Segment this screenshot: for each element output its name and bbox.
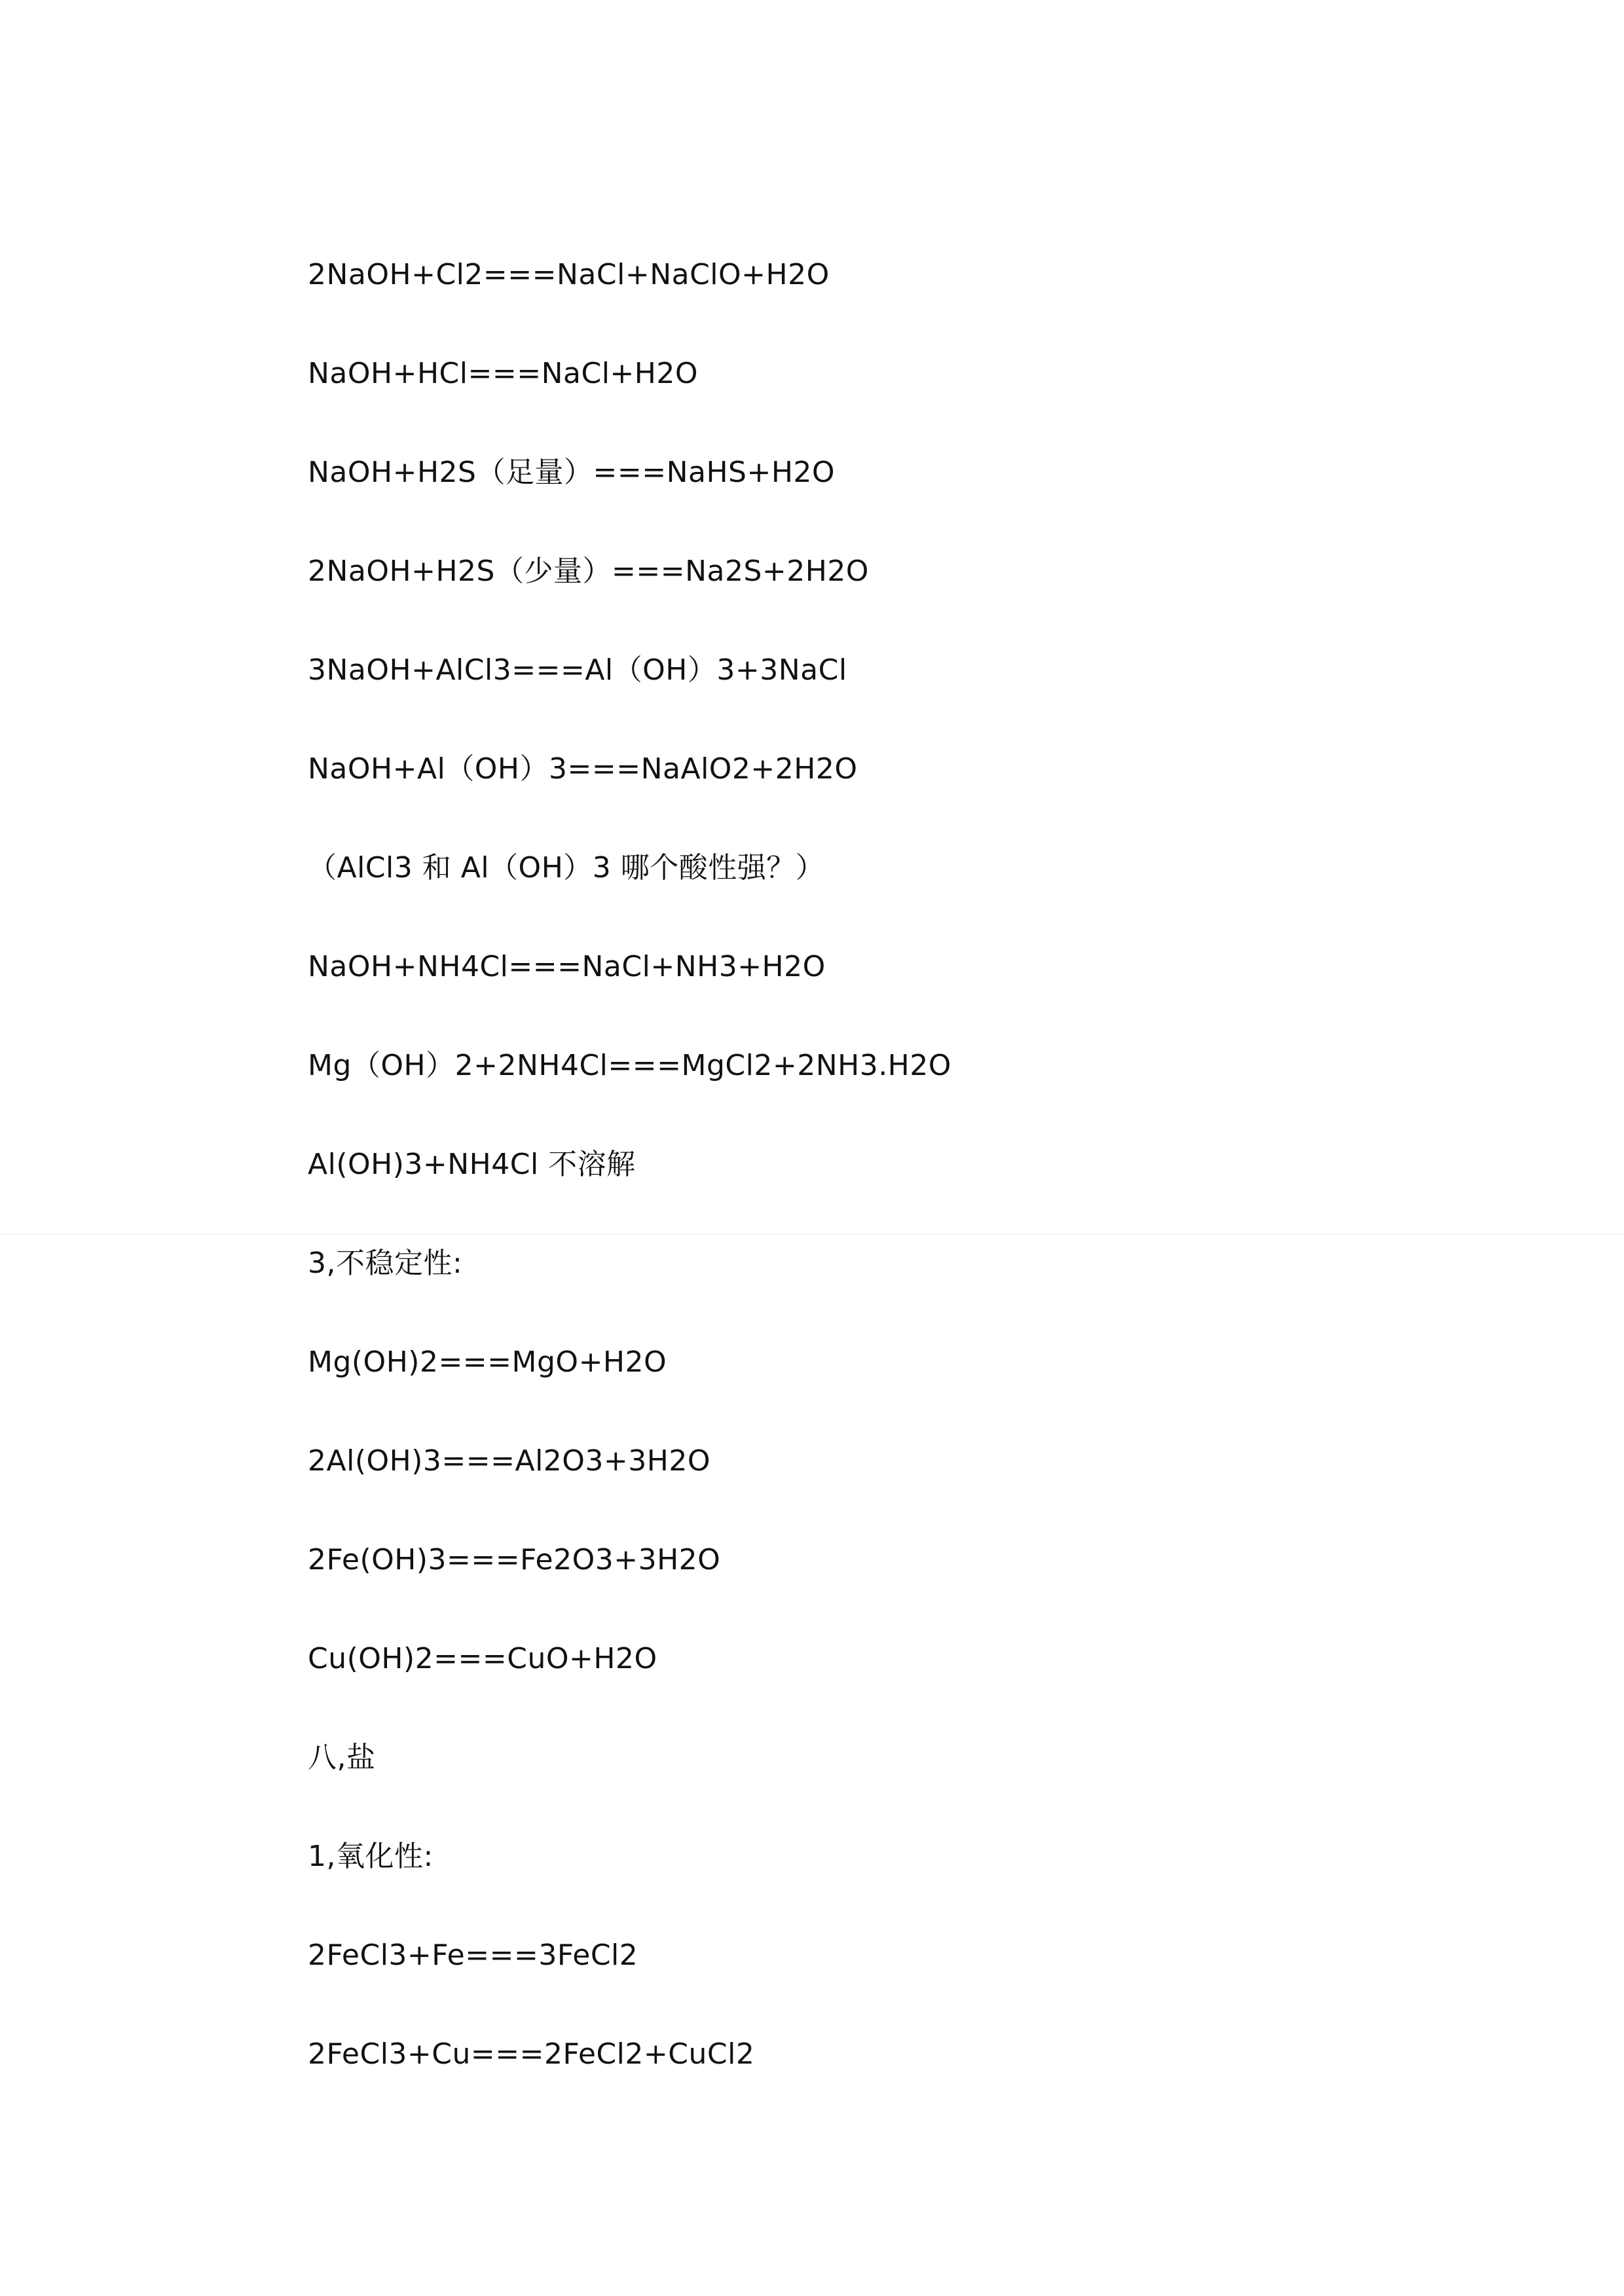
equation-line-1: 2NaOH+Cl2===NaCl+NaClO+H2O: [308, 258, 830, 291]
equation-line-14: 2FeCl3+Fe===3FeCl2: [308, 1939, 638, 1972]
section-heading-oxidizing: 1,氧化性:: [308, 1840, 434, 1873]
equation-line-10: Mg(OH)2===MgO+H2O: [308, 1345, 667, 1379]
document-content: [308, 250, 1486, 2128]
section-heading-salt: 八,盐: [308, 1741, 376, 1774]
equation-line-6: NaOH+Al（OH）3===NaAlO2+2H2O: [308, 752, 858, 786]
equation-line-12: 2Fe(OH)3===Fe2O3+3H2O: [308, 1543, 721, 1576]
section-heading-instability: 3,不稳定性:: [308, 1247, 463, 1280]
note-line: （AlCl3 和 Al（OH）3 哪个酸性强？）: [308, 851, 825, 884]
equation-line-2: NaOH+HCl===NaCl+H2O: [308, 357, 699, 390]
equation-line-5: 3NaOH+AlCl3===Al（OH）3+3NaCl: [308, 653, 847, 687]
equation-line-13: Cu(OH)2===CuO+H2O: [308, 1642, 657, 1675]
equation-line-15: 2FeCl3+Cu===2FeCl2+CuCl2: [308, 2037, 755, 2071]
equation-line-9: Al(OH)3+NH4Cl 不溶解: [308, 1148, 636, 1181]
equation-line-4: 2NaOH+H2S（少量）===Na2S+2H2O: [308, 555, 869, 588]
equation-line-8: Mg（OH）2+2NH4Cl===MgCl2+2NH3.H2O: [308, 1049, 951, 1082]
equation-line-7: NaOH+NH4Cl===NaCl+NH3+H2O: [308, 950, 826, 983]
equation-line-11: 2Al(OH)3===Al2O3+3H2O: [308, 1444, 710, 1478]
equation-line-3: NaOH+H2S（足量）===NaHS+H2O: [308, 456, 836, 489]
